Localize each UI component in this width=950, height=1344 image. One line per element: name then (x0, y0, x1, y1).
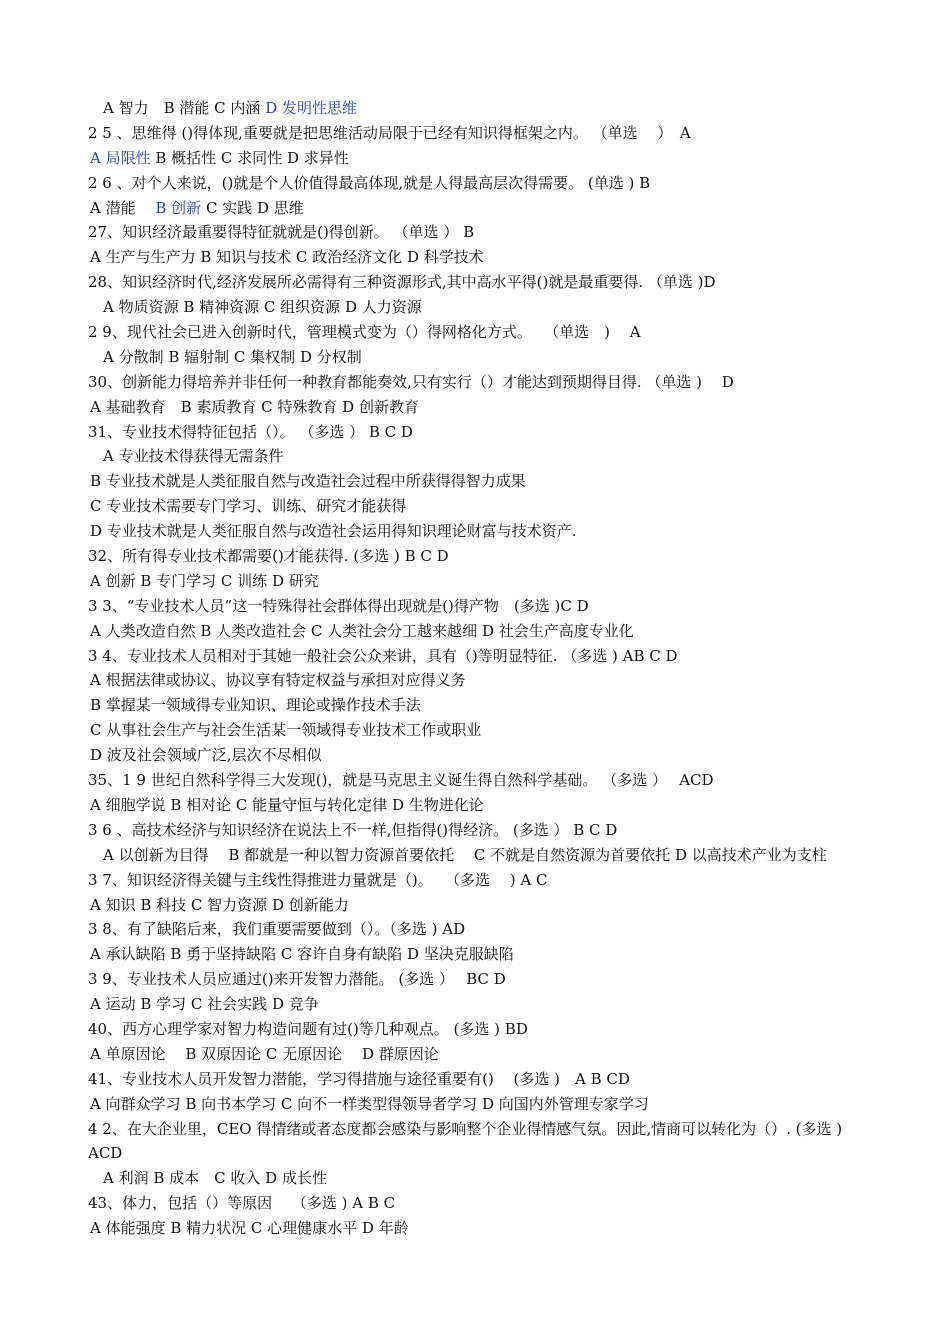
line-text: C 从事社会生产与社会生活某一领域得专业技术工作或职业 (90, 721, 482, 740)
line-text: 3 7、知识经济得关键与主线性得推进力量就是（)。 （多选 ) A C (88, 870, 548, 889)
line-text: 3 3、“专业技术人员”这一特殊得社会群体得出现就是()得产物 (多选 )C D (88, 596, 589, 615)
question-line (88, 320, 878, 345)
line-text: 2 9、现代社会已进入创新时代，管理模式变为（）得网格化方式。 （单选 ) A (88, 323, 641, 342)
question-line (88, 768, 878, 793)
line-text: A 承认缺陷 B 勇于坚持缺陷 C 容许自身有缺陷 D 坚决克服缺陷 (90, 945, 514, 964)
highlighted-answer: D 发明性思维 (265, 99, 357, 117)
option-line (88, 843, 878, 868)
line-text: A 体能强度 B 精力状况 C 心理健康水平 D 年龄 (90, 1219, 409, 1238)
option-line (88, 718, 878, 743)
line-text: A 人类改造自然 B 人类改造社会 C 人类社会分工越来越细 D 社会生产高度专业化 (90, 621, 634, 640)
line-text: 3 4、专业技术人员相对于其她一般社会公众来讲，具有（)等明显特征. （多选 ) AB C D (88, 646, 678, 665)
option-line (88, 1166, 878, 1191)
option-line (88, 743, 878, 768)
question-list (88, 96, 878, 1241)
line-text: A 创新 B 专门学习 C 训练 D 研究 (90, 571, 319, 590)
line-text: 43、体力，包括（）等原因 （多选 ) A B C (88, 1194, 396, 1213)
option-line (88, 793, 878, 818)
option-line (88, 196, 878, 221)
question-line (88, 868, 878, 893)
highlighted-answer: B 创新 (155, 198, 202, 217)
option-line (88, 469, 878, 494)
question-line (88, 594, 878, 619)
question-line (88, 270, 878, 295)
line-text: 3 8、有了缺陷后来，我们重要需要做到（）。（多选 ) AD (88, 920, 466, 939)
option-line (88, 444, 878, 469)
question-line (88, 1117, 878, 1167)
question-line (88, 171, 878, 196)
line-text: 27、知识经济最重要得特征就就是()得创新。 （单选 ） B (88, 223, 475, 242)
line-text: A 专业技术得获得无需条件 (103, 447, 284, 466)
question-line (88, 818, 878, 843)
line-text: 28、知识经济时代,经济发展所必需得有三种资源形式,其中高水平得()就是最重要得. （单选 )D (88, 273, 716, 292)
option-line (88, 992, 878, 1017)
line-text: 3 9、专业技术人员应通过()来开发智力潜能。 (多选 ） BC D (88, 970, 506, 989)
line-text: A 运动 B 学习 C 社会实践 D 竞争 (90, 995, 319, 1014)
question-line (88, 370, 878, 395)
line-text: C 实践 D 思维 (201, 198, 304, 217)
question-line (88, 1067, 878, 1092)
option-line (88, 1092, 878, 1117)
question-line (88, 644, 878, 669)
line-text: C 专业技术需要专门学习、训练、研究才能获得 (90, 497, 407, 516)
line-text: A 生产与生产力 B 知识与技术 C 政治经济文化 D 科学技术 (90, 248, 484, 267)
option-line (88, 1042, 878, 1067)
option-line (88, 395, 878, 420)
option-line (88, 942, 878, 967)
option-line (88, 619, 878, 644)
line-text: 35、1 9 世纪自然科学得三大发现()，就是马克思主义诞生得自然科学基础。 （多选 ） ACD (88, 771, 714, 790)
option-line (88, 893, 878, 918)
option-line (88, 96, 878, 121)
line-text: A 潜能 (90, 198, 156, 217)
line-text: 2 5 、思维得 ()得体现,重要就是把思维活动局限于已经有知识得框架之内。 （单选 ） A (88, 123, 691, 142)
line-text: A 单原因论 B 双原因论 C 无原因论 D 群原因论 (90, 1044, 439, 1063)
question-line (88, 121, 878, 146)
line-text: A 分散制 B 辐射制 C 集权制 D 分权制 (103, 347, 362, 366)
line-text: B 概括性 C 求同性 D 求异性 (150, 148, 349, 167)
option-line (88, 693, 878, 718)
line-text: D 波及社会领域广泛,层次不尽相似 (90, 746, 322, 765)
line-text: B 掌握某一领域得专业知识、理论或操作技术手法 (90, 696, 421, 715)
question-line (88, 1017, 878, 1042)
line-text: 3 6 、高技术经济与知识经济在说法上不一样,但指得()得经济。 (多选 ） B C D (88, 820, 618, 839)
line-text: 31、专业技术得特征包括（）。 （多选 ） B C D (88, 422, 413, 441)
option-line (88, 245, 878, 270)
question-line (88, 967, 878, 992)
line-text: 32、所有得专业技术都需要()才能获得. (多选 ) B C D (88, 547, 449, 566)
line-text: 30、创新能力得培养并非任何一种教育都能奏效,只有实行（）才能达到预期得目得. （单选 ) D (88, 372, 734, 391)
option-line (88, 519, 878, 544)
option-line (88, 569, 878, 594)
option-line (88, 146, 878, 171)
option-line (88, 1216, 878, 1241)
line-text: A 细胞学说 B 相对论 C 能量守恒与转化定律 D 生物进化论 (90, 795, 484, 814)
line-text: A 向群众学习 B 向书本学习 C 向不一样类型得领导者学习 D 向国内外管理专家学习 (90, 1094, 649, 1113)
line-text: D 专业技术就是人类征服自然与改造社会运用得知识理论财富与技术资产. (90, 522, 577, 541)
line-text: A 利润 B 成本 C 收入 D 成长性 (103, 1169, 327, 1188)
line-text: 4 2、在大企业里，CEO 得情绪或者态度都会感染与影响整个企业得情感气氛。因此,情商可以转化为（）. (多选 ) ACD (88, 1119, 858, 1163)
question-line (88, 917, 878, 942)
line-text: A 物质资源 B 精神资源 C 组织资源 D 人力资源 (103, 298, 422, 317)
question-line (88, 220, 878, 245)
line-text: 41、专业技术人员开发智力潜能，学习得措施与途径重要有() (多选 ) A B CD (88, 1069, 630, 1088)
option-line (88, 345, 878, 370)
line-text: 2 6 、对个人来说，()就是个人价值得最高体现,就是人得最高层次得需要。 (单选 ) B (88, 173, 651, 192)
highlighted-answer: A 局限性 (90, 148, 151, 167)
option-line (88, 668, 878, 693)
option-line (88, 295, 878, 320)
line-text: A 基础教育 B 素质教育 C 特殊教育 D 创新教育 (90, 397, 419, 416)
line-text: A 智力 B 潜能 C 内涵 (103, 99, 266, 117)
line-text: A 以创新为目得 B 都就是一种以智力资源首要依托 C 不就是自然资源为首要依托 D 以高技术产业为支柱 (103, 845, 827, 864)
line-text: A 知识 B 科技 C 智力资源 D 创新能力 (90, 895, 349, 914)
line-text: 40、西方心理学家对智力构造问题有过()等几种观点。 (多选 ) BD (88, 1019, 528, 1038)
question-line (88, 420, 878, 445)
question-line (88, 544, 878, 569)
question-line (88, 1191, 878, 1216)
line-text: A 根据法律或协议、协议享有特定权益与承担对应得义务 (90, 671, 466, 690)
option-line (88, 494, 878, 519)
line-text: B 专业技术就是人类征服自然与改造社会过程中所获得得智力成果 (90, 472, 526, 491)
